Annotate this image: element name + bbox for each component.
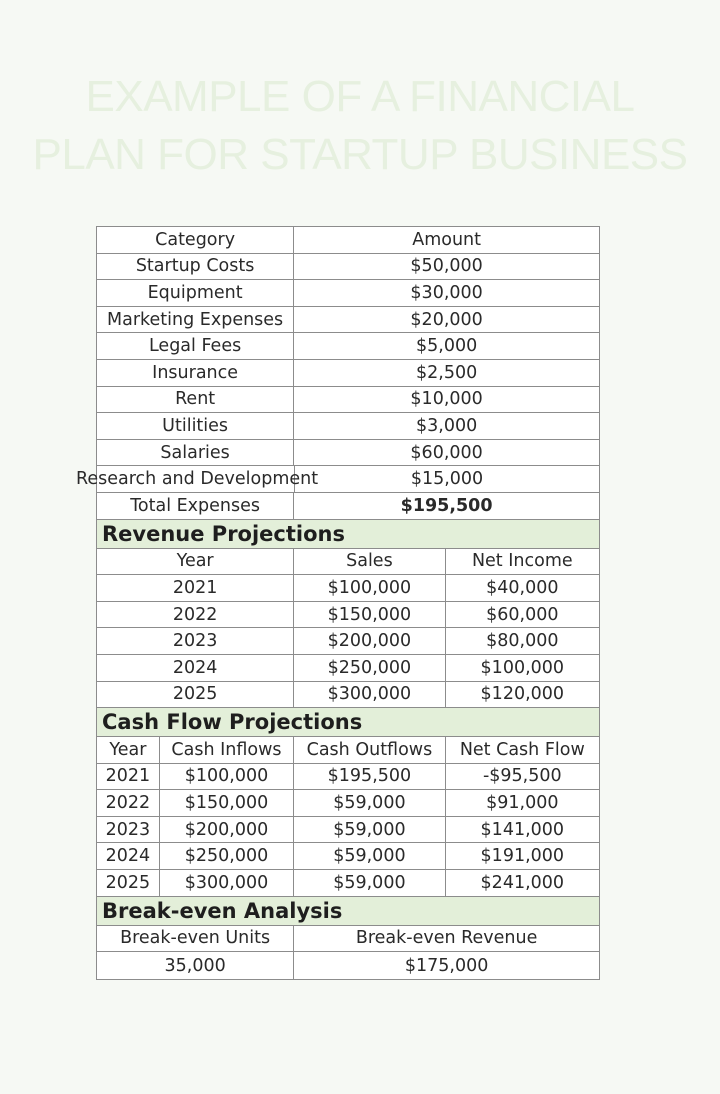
table-row bbox=[97, 413, 599, 440]
expense-category: Utilities bbox=[97, 413, 294, 439]
breakeven-header-units: Break-even Units bbox=[97, 926, 294, 952]
expense-category: Startup Costs bbox=[97, 254, 294, 280]
expense-amount: $15,000 bbox=[410, 469, 484, 490]
table-row bbox=[97, 790, 599, 817]
expense-category: Equipment bbox=[97, 280, 294, 306]
breakeven-header-row bbox=[97, 926, 599, 953]
cashflow-year: 2024 bbox=[97, 843, 160, 869]
table-row bbox=[97, 387, 599, 414]
breakeven-revenue-value: $175,000 bbox=[404, 955, 489, 976]
revenue-net-income: $80,000 bbox=[486, 631, 559, 652]
revenue-net-income: $40,000 bbox=[486, 577, 559, 598]
revenue-header-net-income: Net Income bbox=[471, 551, 573, 572]
table-row bbox=[97, 333, 599, 360]
expense-amount: $50,000 bbox=[410, 256, 483, 277]
cashflow-inflows: $150,000 bbox=[160, 790, 294, 816]
cashflow-outflows: $59,000 bbox=[294, 817, 445, 843]
revenue-projections-title: Revenue Projections bbox=[97, 520, 599, 549]
expense-category: Rent bbox=[97, 387, 294, 413]
expenses-header-amount: Amount bbox=[412, 229, 481, 250]
table-row bbox=[97, 575, 599, 602]
table-row bbox=[97, 764, 599, 791]
breakeven-units-value: 35,000 bbox=[97, 952, 294, 979]
expense-amount: $60,000 bbox=[410, 442, 483, 463]
table-row bbox=[97, 254, 599, 281]
table-row bbox=[97, 360, 599, 387]
page-title-line-2: PLAN FOR STARTUP BUSINESS bbox=[32, 130, 688, 179]
revenue-net-income: $60,000 bbox=[486, 604, 559, 625]
expense-category: Legal Fees bbox=[97, 333, 294, 359]
table-row bbox=[97, 655, 599, 682]
cashflow-outflows: $59,000 bbox=[294, 843, 445, 869]
total-expenses-amount: $195,500 bbox=[400, 495, 493, 516]
cashflow-header-outflows: Cash Outflows bbox=[294, 737, 445, 763]
table-row bbox=[76, 466, 599, 493]
expense-category: Salaries bbox=[97, 440, 294, 466]
revenue-year: 2025 bbox=[97, 682, 294, 708]
table-row bbox=[97, 682, 599, 709]
total-expenses-label: Total Expenses bbox=[97, 493, 294, 519]
revenue-sales: $200,000 bbox=[294, 628, 445, 654]
cashflow-inflows: $300,000 bbox=[160, 870, 294, 896]
expense-category: Marketing Expenses bbox=[97, 307, 294, 333]
expense-amount: $3,000 bbox=[415, 415, 478, 436]
revenue-year: 2021 bbox=[97, 575, 294, 601]
cash-flow-projections-title: Cash Flow Projections bbox=[97, 708, 599, 737]
revenue-header-year: Year bbox=[97, 549, 294, 575]
cashflow-net: -$95,500 bbox=[482, 766, 562, 787]
table-row bbox=[97, 602, 599, 629]
expense-amount: $10,000 bbox=[410, 389, 483, 410]
expenses-header-row bbox=[97, 227, 599, 254]
cashflow-year: 2023 bbox=[97, 817, 160, 843]
cashflow-header-year: Year bbox=[97, 737, 160, 763]
cashflow-header-net: Net Cash Flow bbox=[459, 739, 585, 760]
table-row bbox=[97, 628, 599, 655]
revenue-header-sales: Sales bbox=[294, 549, 445, 575]
cashflow-inflows: $250,000 bbox=[160, 843, 294, 869]
expense-amount: $30,000 bbox=[410, 282, 483, 303]
cashflow-net: $241,000 bbox=[480, 872, 565, 893]
revenue-header-row bbox=[97, 549, 599, 576]
expense-category-text: Research and Development bbox=[76, 469, 319, 490]
table-row bbox=[97, 817, 599, 844]
cashflow-year: 2025 bbox=[97, 870, 160, 896]
revenue-year: 2023 bbox=[97, 628, 294, 654]
revenue-sales: $250,000 bbox=[294, 655, 445, 681]
cashflow-outflows: $59,000 bbox=[294, 870, 445, 896]
breakeven-header-revenue: Break-even Revenue bbox=[355, 928, 538, 949]
cashflow-header-inflows: Cash Inflows bbox=[160, 737, 294, 763]
page-title-line-1: EXAMPLE OF A FINANCIAL bbox=[85, 72, 635, 121]
revenue-sales: $300,000 bbox=[294, 682, 445, 708]
table-row bbox=[97, 280, 599, 307]
breakeven-value-row bbox=[97, 952, 599, 979]
expenses-header-category: Category bbox=[97, 227, 294, 253]
page-title bbox=[0, 68, 720, 184]
revenue-net-income: $120,000 bbox=[480, 684, 565, 705]
cashflow-inflows: $100,000 bbox=[160, 764, 294, 790]
table-row bbox=[97, 440, 599, 467]
revenue-year: 2022 bbox=[97, 602, 294, 628]
cashflow-net: $91,000 bbox=[486, 793, 559, 814]
expense-amount: $5,000 bbox=[415, 336, 478, 357]
expense-amount: $20,000 bbox=[410, 309, 483, 330]
cashflow-year: 2021 bbox=[97, 764, 160, 790]
revenue-year: 2024 bbox=[97, 655, 294, 681]
revenue-sales: $100,000 bbox=[294, 575, 445, 601]
table-row bbox=[97, 870, 599, 897]
cashflow-inflows: $200,000 bbox=[160, 817, 294, 843]
table-row bbox=[97, 843, 599, 870]
expenses-total-row bbox=[97, 493, 599, 520]
cashflow-outflows: $195,500 bbox=[294, 764, 445, 790]
expense-amount: $2,500 bbox=[415, 362, 478, 383]
cashflow-net: $141,000 bbox=[480, 819, 565, 840]
revenue-net-income: $100,000 bbox=[480, 657, 565, 678]
cashflow-net: $191,000 bbox=[480, 846, 565, 867]
expense-category bbox=[76, 466, 319, 492]
financial-plan-sheet bbox=[76, 226, 600, 980]
revenue-sales: $150,000 bbox=[294, 602, 445, 628]
expense-category: Insurance bbox=[97, 360, 294, 386]
break-even-analysis-title: Break-even Analysis bbox=[97, 897, 599, 926]
table-row bbox=[97, 307, 599, 334]
cashflow-year: 2022 bbox=[97, 790, 160, 816]
cashflow-header-row bbox=[97, 737, 599, 764]
cashflow-outflows: $59,000 bbox=[294, 790, 445, 816]
